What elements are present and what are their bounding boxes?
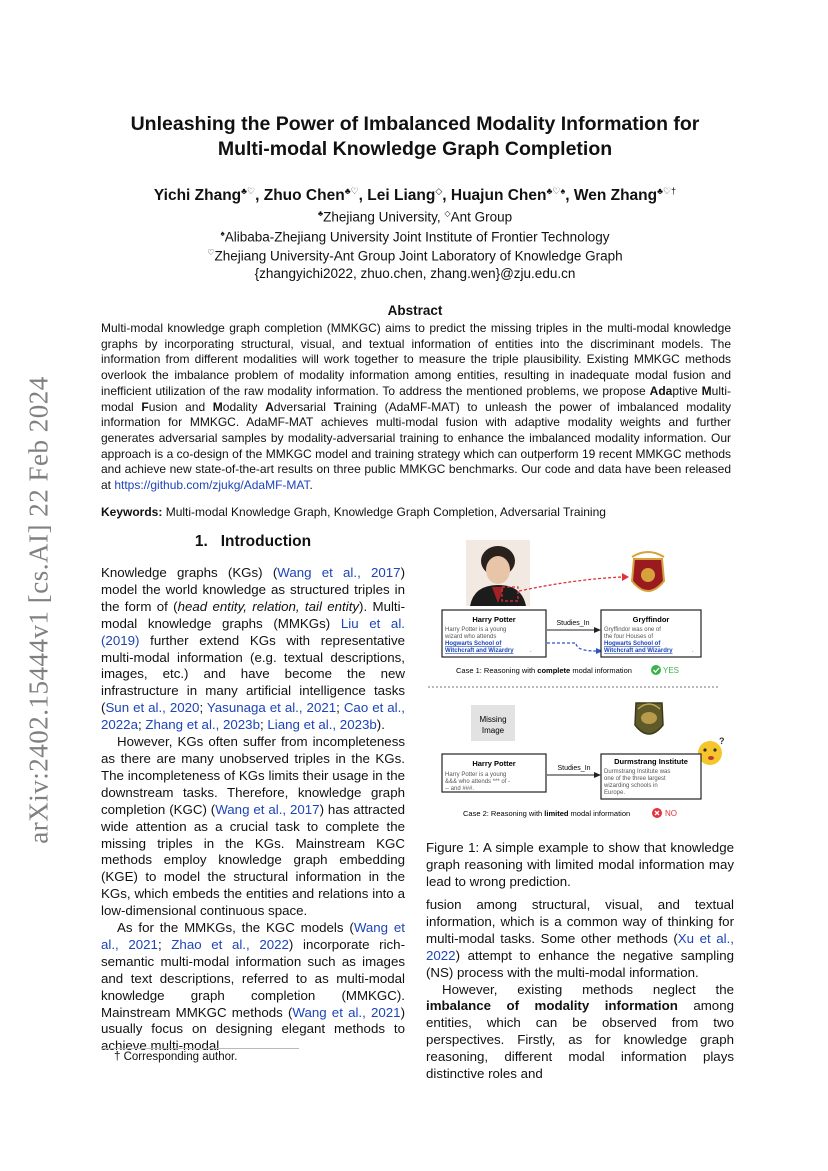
image-link-arrow xyxy=(519,577,622,591)
affiliation-mark: ♣ xyxy=(317,209,324,218)
body-text: ) usually focus on designing elegant methods to achieve multi-modal xyxy=(101,1004,406,1054)
body-text: Knowledge graphs (KGs) ( xyxy=(101,565,278,580)
abstract-text: usion and xyxy=(148,399,213,414)
affiliation-mark: ◇ xyxy=(444,209,451,218)
affiliation-text: Zhejiang University, xyxy=(323,209,445,225)
acronym-letter: M xyxy=(212,399,223,414)
paragraph xyxy=(426,897,734,982)
separator: ; xyxy=(336,700,344,716)
tail-entity-label: Durmstrang Institute xyxy=(614,757,688,766)
arrow-head xyxy=(594,627,601,633)
arrow-head xyxy=(594,772,601,778)
abstract-heading: Abstract xyxy=(387,303,443,318)
paragraph xyxy=(101,920,405,1055)
left-column xyxy=(101,565,405,1055)
abstract-text: ulti-modal xyxy=(101,383,731,414)
tail-description: the four Houses of xyxy=(604,634,654,640)
keywords xyxy=(101,505,731,519)
head-description: wizard who attends xyxy=(445,634,497,640)
arrow-head xyxy=(622,573,629,581)
acronym-letter: F xyxy=(141,399,149,414)
no-verdict: NO xyxy=(665,809,677,818)
paragraph xyxy=(101,565,405,734)
body-text: ) incorporate rich-semantic multi-modal information such as images and text descriptions, referred to as multi-modal knowledge graph completion (MMKGC). Mainstream MMKGC methods ( xyxy=(101,936,405,1020)
arxiv-id: arXiv:2402.15444v1 [cs.AI] 22 Feb 2024 xyxy=(23,376,54,844)
footnote: † Corresponding author. xyxy=(114,1051,238,1063)
tail-description: . xyxy=(692,648,694,654)
author-5-marks: ♣♡† xyxy=(657,186,677,196)
head-description: Harry Potter is a young xyxy=(445,772,507,778)
footnote-rule xyxy=(101,1048,299,1049)
check-icon xyxy=(651,665,661,675)
title-line-2: Multi-modal Knowledge Graph Completion xyxy=(217,138,613,160)
head-description: . xyxy=(530,648,532,654)
author-2: Zhuo Chen xyxy=(263,187,345,205)
author-1-marks: ♣♡ xyxy=(241,186,256,196)
affiliation-3 xyxy=(100,248,730,264)
separator: ; xyxy=(157,936,172,952)
title-line-1: Unleashing the Power of Imbalanced Modality Information for xyxy=(130,113,700,135)
body-text: further extend KGs with representative multi-modal information (e.g. textual descriptions, images, etc.) and have become the new infrastructure in many artificial intelligence tasks ( xyxy=(101,632,405,716)
figure-1 xyxy=(426,537,734,822)
affiliation-mark: ♠ xyxy=(220,229,225,238)
author-4-marks: ♣♡♠ xyxy=(546,186,566,196)
affiliation-text: Zhejiang University-Ant Group Joint Laboratory of Knowledge Graph xyxy=(214,248,623,264)
tail-description-link: Hogwarts School of xyxy=(604,641,661,647)
paragraph xyxy=(101,734,405,920)
figure-1-caption: Figure 1: A simple example to show that knowledge graph reasoning with limited modal information may lead to wrong prediction. xyxy=(426,840,734,889)
citation-link[interactable]: Wang et al., 2021 xyxy=(101,920,405,952)
head-entity-label: Harry Potter xyxy=(472,759,516,768)
body-text: However, KGs often suffer from incompleteness as there are many unobserved triples in the KGs. The incompleteness of KGs limits their usage in the downstream tasks. Therefore, knowledge graph completion (KGC) ( xyxy=(101,734,405,817)
keywords-text: Multi-modal Knowledge Graph, Knowledge Graph Completion, Adversarial Training xyxy=(162,505,606,519)
head-description: -- and ###. xyxy=(445,786,475,792)
author-emails: {zhangyichi2022, zhuo.chen, zhang.wen}@zju.edu.cn xyxy=(254,266,576,281)
tail-description: one of the three largest xyxy=(604,776,666,782)
citation-link[interactable]: Liang et al., 2023b xyxy=(267,717,377,733)
body-text: As for the MMKGs, the KGC models ( xyxy=(117,920,354,936)
acronym-letter: T xyxy=(333,399,341,414)
author-list: Yichi Zhang♣♡, Zhuo Chen♣♡, Lei Liang◇, Huajun Chen♣♡♠, Wen Zhang♣♡† xyxy=(153,186,677,205)
tail-description: Durmstrang Institute was xyxy=(604,769,671,775)
affiliation-text: Ant Group xyxy=(450,209,513,225)
case-2-caption: Case 2: Reasoning with limited modal information xyxy=(463,809,631,818)
author-2-marks: ♣♡ xyxy=(344,186,359,196)
head-description: Harry Potter is a young xyxy=(445,627,507,633)
author-4: Huajun Chen xyxy=(450,187,547,205)
abstract-text: dversarial xyxy=(273,399,334,414)
body-text: ). Multi-modal knowledge graphs (MMKGs) xyxy=(101,598,405,631)
tail-description: Europe. xyxy=(604,790,626,796)
body-text: fusion among structural, visual, and textual information, which is a common way of thinking for multi-modal tasks. Some other methods ( xyxy=(426,897,734,946)
abstract-text: odality xyxy=(222,399,266,414)
body-text: ) model the world knowledge as structured triples in the form of ( xyxy=(101,565,406,614)
abstract-text: . xyxy=(309,478,313,493)
keywords-label: Keywords: xyxy=(101,505,163,519)
tail-description-link: Witchcraft and Wizardry xyxy=(604,648,673,654)
citation-link[interactable]: Liu et al. (2019) xyxy=(101,615,405,648)
author-5: Wen Zhang xyxy=(573,187,658,205)
body-text-bold: imbalance of modality information xyxy=(426,998,678,1014)
right-column xyxy=(426,897,734,1083)
yes-verdict: YES xyxy=(663,666,680,675)
relation-label: Studies_In xyxy=(557,765,591,772)
author-3-marks: ◇ xyxy=(435,186,443,196)
text-link-arrow xyxy=(547,643,596,651)
body-text: among entities, which can be observed from two perspectives. Firstly, as for knowledge graph reasoning, different modal information plays distinctive roles and xyxy=(426,998,734,1082)
acronym-letter: Ada xyxy=(649,383,673,398)
acronym-letter: M xyxy=(701,383,712,398)
arxiv-stamp xyxy=(24,370,54,850)
harry-potter-image xyxy=(466,540,530,606)
author-3: Lei Liang xyxy=(367,187,436,205)
body-text: ) has attracted wide attention as a crucial task to complete the missing triples in the KGs. Mainstream KGC methods employ knowledge graph embedding (KGE) to model the structural information in the KGs, which embeds the entities and relations into a low-dimensional continuous space. xyxy=(101,801,406,919)
citation-link[interactable]: Cao et al., 2022a xyxy=(101,700,406,733)
paper-title xyxy=(100,112,730,162)
separator: ; xyxy=(199,700,207,716)
head-entity-label: Harry Potter xyxy=(472,615,516,624)
section-number: 1. xyxy=(194,533,208,550)
body-text-italic: head entity, relation, tail entity xyxy=(177,598,360,614)
author-1: Yichi Zhang xyxy=(153,187,242,205)
body-text: ) attempt to enhance the negative sampling (NS) process with the multi-modal information. xyxy=(426,947,734,980)
section-name: Introduction xyxy=(220,533,312,550)
head-description-link: Witchcraft and Wizardry xyxy=(445,648,514,654)
durmstrang-crest-image xyxy=(635,703,663,734)
citation-link[interactable]: Zhao et al., 2022 xyxy=(171,936,289,952)
missing-image-label: Image xyxy=(481,726,505,735)
acronym-letter: A xyxy=(265,399,274,414)
figure-1-diagram xyxy=(426,537,734,822)
separator: ; xyxy=(137,717,146,733)
paragraph xyxy=(426,982,734,1083)
missing-image-label: Missing xyxy=(479,715,507,724)
tail-description: Gryffindor was one of xyxy=(604,627,661,633)
separator: ; xyxy=(259,717,268,733)
case-1-caption: Case 1: Reasoning with complete modal information xyxy=(456,666,632,675)
relation-label: Studies_In xyxy=(556,620,590,627)
citation-link[interactable]: Wang et al., 2017 xyxy=(215,801,320,817)
body-text: However, existing methods neglect the xyxy=(442,981,734,997)
tail-description: wizarding schools in xyxy=(604,783,658,789)
section-title xyxy=(101,533,405,551)
abstract-text: Multi-modal knowledge graph completion (MMKGC) aims to predict the missing triples in the multi-modal knowledge graphs by incorporating structural, visual, and textual information of entities into the discriminant models. The information from different modalities will work together to measure the triple plausibility. Existing MMKGC methods overlook the imbalance problem of modality information among entities, resulting in inadequate modal fusion and inefficient utilization of the raw modality information. To address the mentioned problems, we propose xyxy=(101,321,731,398)
head-description: &&& who attends *** of - xyxy=(445,779,511,785)
abstract-text: raining (AdaMF-MAT) to unleash the power of imbalanced modality information for MMKGC. AdaMF-MAT achieves multi-modal fusion with adaptive modality weights and further generates adversarial samples by modality-adversarial training to enhance the imbalanced modality information. Our approach is a co-design of the MMKGC model and training strategy which can outperform 19 recent MMKGC methods and achieve new state-of-the-art results on three public MMKGC benchmarks. Our code and data have been released at xyxy=(101,399,731,493)
abstract-body xyxy=(101,321,731,494)
affiliation-mark: ♡ xyxy=(207,248,215,257)
tail-entity-label: Gryffindor xyxy=(632,615,670,624)
citation-link[interactable]: Wang et al., 2021 xyxy=(292,1004,401,1020)
code-link[interactable]: https://github.com/zjukg/AdaMF-MAT xyxy=(114,478,310,493)
citation-link[interactable]: Zhang et al., 2023b xyxy=(145,717,260,733)
body-text: ). xyxy=(376,717,385,733)
gryffindor-crest-image xyxy=(632,552,664,591)
affiliation-1 xyxy=(100,209,730,225)
citation-link[interactable]: Xu et al., 2022 xyxy=(426,930,734,963)
citation-link[interactable]: Yasunaga et al., 2021 xyxy=(206,700,337,716)
head-description-link: Hogwarts School of xyxy=(445,641,502,647)
svg-text:?: ? xyxy=(719,736,725,746)
affiliation-2 xyxy=(100,229,730,245)
abstract-text: ptive xyxy=(672,383,702,398)
affiliation-text: Alibaba-Zhejiang University Joint Institute of Frontier Technology xyxy=(224,229,610,245)
confused-face-icon xyxy=(698,736,725,765)
citation-link[interactable]: Sun et al., 2020 xyxy=(105,700,200,716)
citation-link[interactable]: Wang et al., 2017 xyxy=(277,565,401,580)
